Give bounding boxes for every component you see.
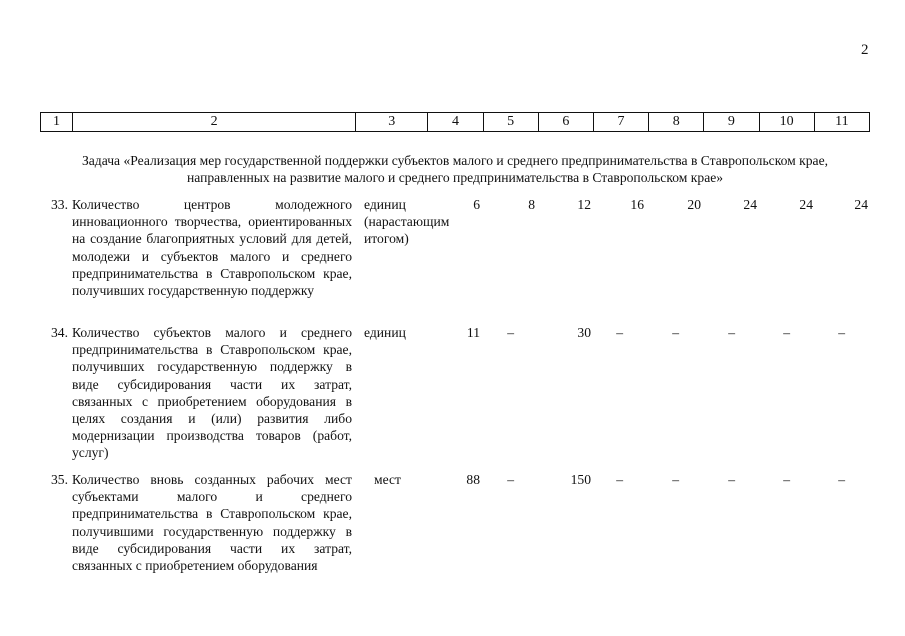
task-title: Задача «Реализация мер государственной поддержки субъектов малого и среднего предпринимательства в Ставропольском крае, направленных на развитие малого и среднего предпринимательства в Ставропольском крае»	[81, 153, 829, 185]
value-col-5: –	[507, 325, 514, 340]
value-col-10: 24	[799, 197, 813, 212]
value-col-9: –	[728, 472, 735, 487]
value-col-7: 16	[630, 197, 644, 212]
column-number-header	[40, 112, 870, 132]
value-col-6: 12	[577, 197, 591, 212]
column-number-11: 11	[814, 113, 869, 132]
column-number-10: 10	[759, 113, 814, 132]
value-col-11: 24	[854, 197, 868, 212]
column-number-6: 6	[538, 113, 593, 132]
value-col-10: –	[783, 472, 790, 487]
column-number-7: 7	[593, 113, 648, 132]
page-number: 2	[861, 42, 869, 58]
row-number: 33.	[51, 197, 68, 212]
row-number: 34.	[51, 325, 68, 340]
row-description: Количество центров молодежного инновационного творчества, ориентированных на создание благоприятных условий для детей, молодежи и субъектов малого и среднего предпринимательства в Ставропольском крае, получивших государственную поддержку	[72, 197, 352, 299]
value-col-8: –	[672, 325, 679, 340]
row-description: Количество вновь созданных рабочих мест субъектами малого и среднего предпринимательства в Ставропольском крае, получившими государственную поддержку в виде субсидирования части их затрат, связанных с приобретением оборудования	[72, 472, 352, 574]
value-col-11: –	[838, 472, 845, 487]
value-col-10: –	[783, 325, 790, 340]
value-col-7: –	[616, 325, 623, 340]
row-unit: единиц (нарастающим итогом)	[364, 197, 450, 247]
row-unit: мест	[374, 472, 401, 487]
row-description: Количество субъектов малого и среднего предпринимательства в Ставропольском крае, получивших государственную поддержку в виде субсидирования части их затрат, связанных с приобретением оборудования в целях создания и (или) развития либо модернизации производства товаров (работ, услуг)	[72, 325, 352, 461]
column-number-3: 3	[356, 113, 428, 132]
value-col-9: –	[728, 325, 735, 340]
value-col-4: 88	[466, 472, 480, 487]
column-number-8: 8	[649, 113, 704, 132]
value-col-8: –	[672, 472, 679, 487]
value-col-4: 11	[466, 325, 480, 340]
column-number-9: 9	[704, 113, 759, 132]
value-col-8: 20	[687, 197, 701, 212]
column-number-1: 1	[41, 113, 73, 132]
value-col-6: 150	[570, 472, 591, 487]
value-col-6: 30	[577, 325, 591, 340]
row-number: 35.	[51, 472, 68, 487]
column-number-2: 2	[73, 113, 356, 132]
value-col-9: 24	[743, 197, 757, 212]
value-col-11: –	[838, 325, 845, 340]
value-col-7: –	[616, 472, 623, 487]
value-col-4: 6	[473, 197, 480, 212]
row-unit: единиц	[364, 325, 406, 340]
column-number-5: 5	[483, 113, 538, 132]
value-col-5: –	[507, 472, 514, 487]
column-number-4: 4	[428, 113, 483, 132]
value-col-5: 8	[528, 197, 535, 212]
